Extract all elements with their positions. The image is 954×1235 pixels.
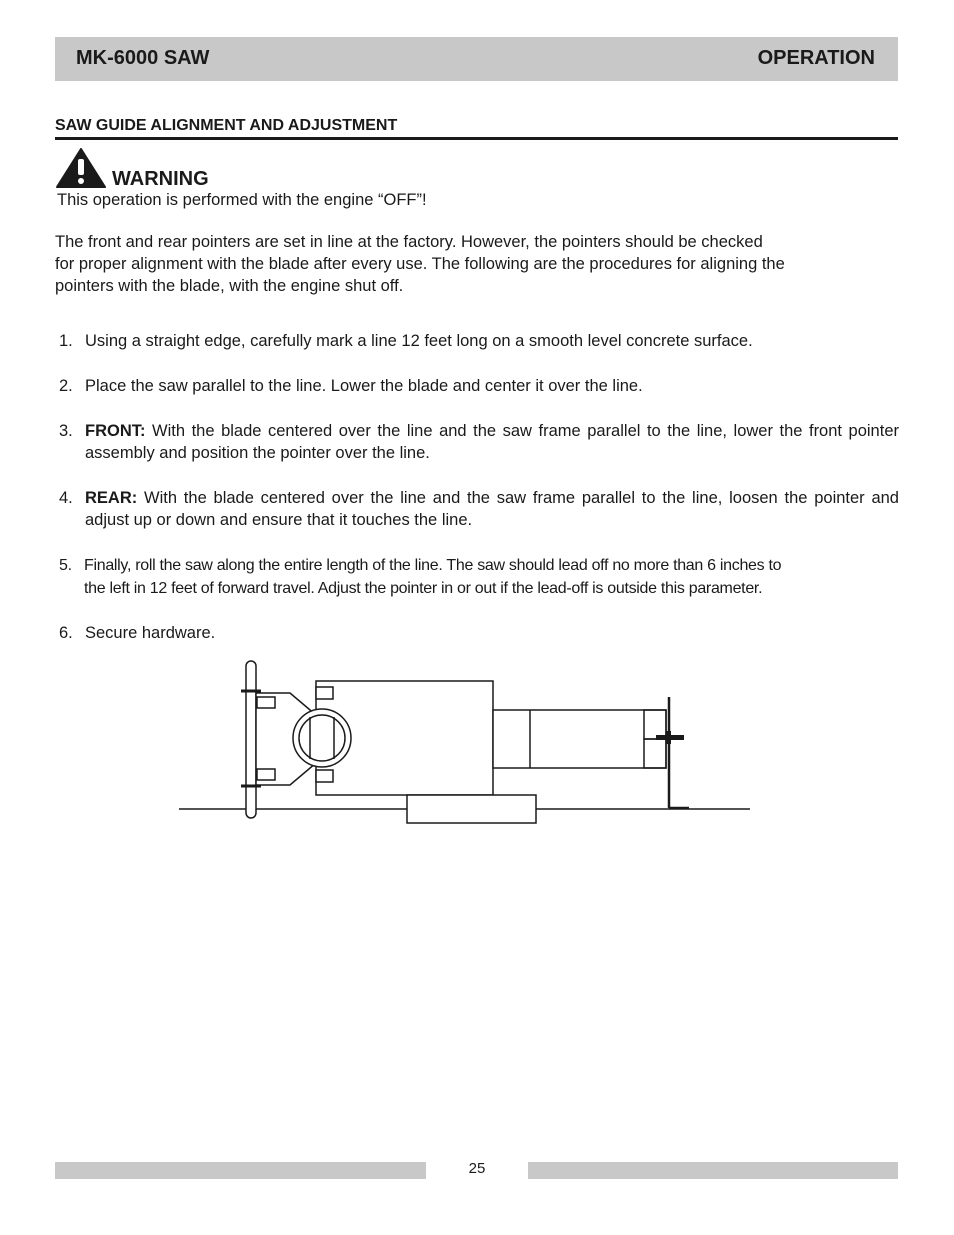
warning-title: WARNING bbox=[112, 168, 209, 190]
section-title: SAW GUIDE ALIGNMENT AND ADJUSTMENT bbox=[55, 117, 398, 134]
front-frame bbox=[493, 710, 666, 768]
step-label-front: FRONT: bbox=[85, 422, 146, 440]
step-text: With the blade centered over the line and the saw frame parallel to the line, lower the front pointer assembly and position the pointer over the line. bbox=[85, 422, 899, 462]
saw-alignment-diagram bbox=[170, 655, 760, 835]
step-item bbox=[59, 375, 899, 397]
wheel bbox=[293, 709, 351, 767]
header-product-title: MK-6000 SAW bbox=[76, 47, 210, 69]
step-number: 5. bbox=[59, 557, 72, 574]
step-item bbox=[59, 330, 899, 352]
step-label-rear: REAR: bbox=[85, 489, 138, 507]
blade-guard bbox=[407, 795, 536, 823]
section-divider bbox=[55, 137, 898, 140]
step-text: With the blade centered over the line and the saw frame parallel to the line, loosen the pointer and adjust up or down and ensure that it touches the line. bbox=[85, 489, 899, 529]
step-item bbox=[59, 420, 899, 464]
step-body bbox=[85, 420, 899, 464]
step-text: Secure hardware. bbox=[85, 624, 216, 642]
step-text-line: the left in 12 feet of forward travel. Adjust the pointer in or out if the lead-off is outside this parameter. bbox=[84, 580, 763, 597]
header-section-title: OPERATION bbox=[757, 47, 875, 69]
step-text-line: Finally, roll the saw along the entire length of the line. The saw should lead off no more than 6 inches to bbox=[84, 557, 782, 574]
step-body bbox=[84, 554, 899, 600]
footer-bar-right bbox=[528, 1162, 898, 1179]
step-number: 6. bbox=[59, 624, 73, 642]
header-bar bbox=[55, 37, 898, 81]
intro-line: The front and rear pointers are set in line at the factory. However, the pointers should be checked bbox=[55, 233, 763, 251]
intro-line: pointers with the blade, with the engine shut off. bbox=[55, 277, 404, 295]
page-number: 25 bbox=[468, 1160, 486, 1177]
step-text: Using a straight edge, carefully mark a line 12 feet long on a smooth level concrete surface. bbox=[85, 332, 753, 350]
step-body bbox=[85, 487, 899, 531]
step-item bbox=[59, 622, 899, 644]
step-text: Place the saw parallel to the line. Lower the blade and center it over the line. bbox=[85, 377, 643, 395]
step-number: 2. bbox=[59, 377, 73, 395]
rear-handle bbox=[246, 661, 256, 818]
intro-paragraph bbox=[55, 231, 900, 297]
step-number: 3. bbox=[59, 422, 73, 440]
intro-line: for proper alignment with the blade after every use. The following are the procedures for aligning the bbox=[55, 255, 785, 273]
step-item bbox=[59, 487, 899, 531]
footer-bar-left bbox=[55, 1162, 426, 1179]
step-item bbox=[59, 554, 899, 600]
step-number: 4. bbox=[59, 489, 73, 507]
warning-text: This operation is performed with the engine “OFF”! bbox=[57, 191, 427, 209]
warning-triangle-icon bbox=[56, 148, 106, 188]
step-number: 1. bbox=[59, 332, 73, 350]
